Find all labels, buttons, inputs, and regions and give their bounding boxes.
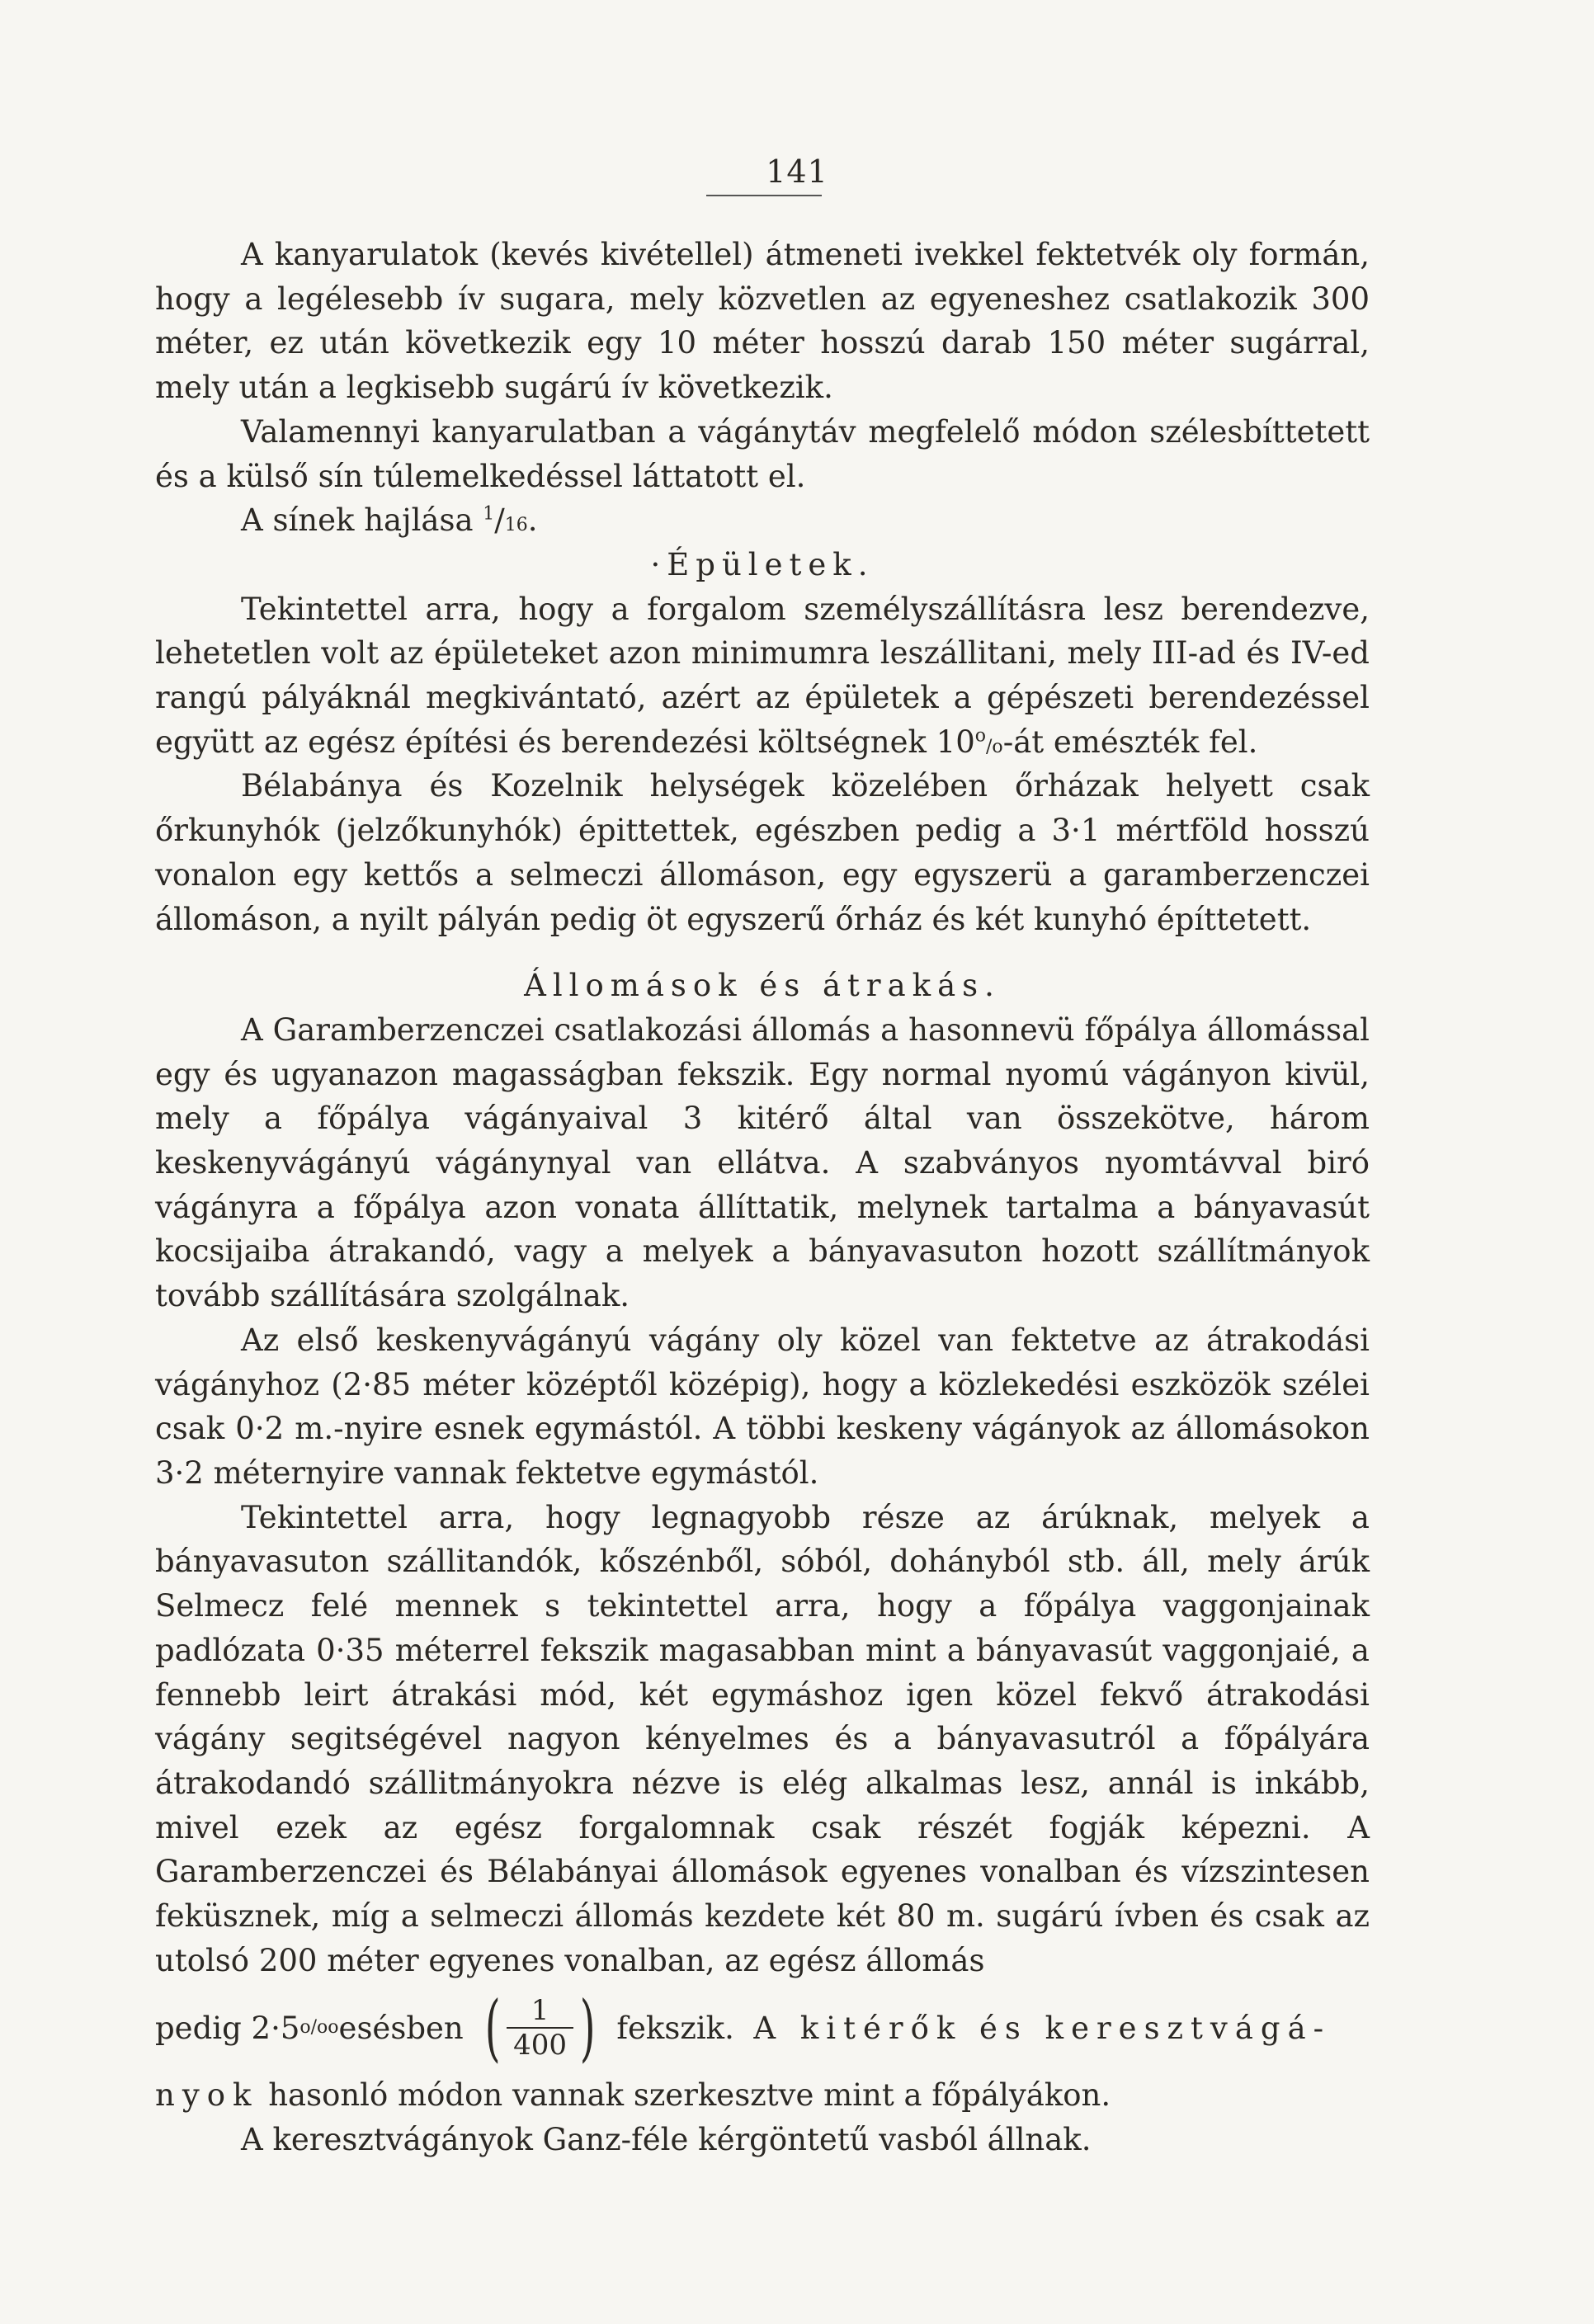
- paragraph-garamberzencze-station: A Garamberzenczei csatlakozási állomás a hasonnevü főpálya állomással egy és ugyanazon magasságban fekszik. Egy normal nyomú vágányon kivül, mely a főpálya vágányaival 3 kitérő által van összekötve, három keskenyvágányú vágánynyal van ellátva. A szabványos nyomtávval biró vágányra a főpálya azon vonata állíttatik, melynek tartalma a bányavasút kocsijaiba átrakandó, vagy a melyek a bányavasuton hozott szállítmányok tovább szállítására szolgálnak.: [155, 1011, 1370, 1314]
- fraction-numerator: 1: [531, 1994, 549, 2028]
- section-heading-buildings: ·Épületek.: [650, 546, 875, 582]
- gradient-text: pedig 2·5: [155, 2010, 300, 2046]
- buildings-cost-text: Tekintettel arra, hogy a forgalom személyszállításra lesz berendezve, lehetetlen volt az épületeket azon minimumra leszállitani, mely III-ad és IV-ed rangú pályáknál megkivántató, azért az épületek a gépészeti berendezéssel együtt az egész építési és berendezési költségnek 10: [155, 591, 1370, 760]
- body-text: [155, 233, 1370, 2162]
- buildings-cost-end: -át emészték fel.: [1002, 724, 1258, 760]
- page-number: 141: [766, 153, 828, 190]
- paragraph-curves: A kanyarulatok (kevés kivétellel) átmeneti ivekkel fektetvék oly formán, hogy a legélesebb ív sugara, mely közvetlen az egyeneshez csatlakozik 300 méter, ez után következik egy 10 méter hosszú darab 150 méter sugárral, mely után a legkisebb sugárú ív következik.: [155, 237, 1370, 406]
- gradient-lies: fekszik.: [616, 2010, 734, 2046]
- heading-gap: [155, 941, 1370, 964]
- switches-rest: hasonló módon vannak szerkesztve mint a főpályákon.: [258, 2077, 1111, 2114]
- percent-sup: o: [974, 725, 987, 747]
- section-heading-stations: Állomások és átrakás.: [524, 968, 1001, 1004]
- paragraph-rail-inclination: A sínek hajlása $^1$/16.: [241, 502, 538, 539]
- paragraph-gradient: pedig 2·5 o /oo esésben ( $\frac{1}{400}$ ) fekszik. A kitérők és keresztvágá-: [155, 1985, 1332, 2071]
- paragraph-switches: [155, 2073, 1370, 2118]
- switches-spaced-text: A kitérők és keresztvágá-: [753, 2010, 1332, 2046]
- paragraph-guard-huts: Bélabánya és Kozelnik helységek közelében őrházak helyett csak őrkunyhók (jelzőkunyhók) épittettek, egészben pedig a 3·1 mértföld hosszú vonalon egy kettős a selmeczi állomáson, egy egyszerü a garamberzenczei állomáson, a nyilt pályán pedig öt egyszerű őrház és két kunyhó építtetett.: [155, 768, 1370, 937]
- fraction-box: [507, 1994, 573, 2062]
- paragraph-buildings-cost: [155, 587, 1370, 765]
- paragraph-crossings: A keresztvágányok Ganz-féle kérgöntetű vasból állnak.: [241, 2122, 1092, 2158]
- paragraph-gauge-widening: Valamennyi kanyarulatban a vágánytáv megfelelő módon szélesbíttetett és a külső sín túlemelkedéssel láttatott el.: [155, 413, 1370, 494]
- percent-sub: /o: [986, 736, 1003, 757]
- page-number-rule: [706, 195, 822, 196]
- left-parenthesis: (: [484, 1985, 501, 2071]
- rail-inclination-text: A sínek hajlása: [241, 502, 483, 539]
- gradient-fraction: [479, 1985, 602, 2071]
- paragraph-goods-transfer: Tekintettel arra, hogy legnagyobb része az árúknak, melyek a bányavasuton szállitandók, kőszénből, sóból, dohányból stb. áll, mely árúk Selmecz felé mennek s tekintettel arra, hogy a főpálya vaggonjainak padlózata 0·35 méterrel fekszik magasabban mint a bányavasút vaggonjaié, a fennebb leirt átrakási mód, két egymáshoz igen közel fekvő átrakodási vágány segitségével nagyon kényelmes és a bányavasutról a főpályára átrakodandó szállitmányokra nézve is elég alkalmas lesz, annál is inkább, mivel ezek az egész forgalomnak csak részét fogják képezni. A Garamberzenczei és Bélabányai állomások egyenes vonalban és vízszintesen feküsznek, míg a selmeczi állomás kezdete két 80 m. sugárú ívben és csak az utolsó 200 méter egyenes vonalban, az egész állomás: [155, 1499, 1370, 1978]
- inclination-denominator: 16: [504, 515, 528, 536]
- fraction-denominator: 400: [507, 2027, 573, 2062]
- gradient-mid: esésben: [338, 2010, 464, 2046]
- right-parenthesis: ): [579, 1985, 596, 2071]
- inclination-numerator: 1: [483, 503, 495, 525]
- inclination-period: .: [527, 502, 538, 539]
- paragraph-narrow-track: Az első keskenyvágányú vágány oly közel van fektetve az átrakodási vágányhoz (2·85 méter középtől középig), hogy a közlekedési eszközök szélei csak 0·2 m.-nyire esnek egymástól. A többi keskeny vágányok az állomásokon 3·2 méternyire vannak fektetve egymástól.: [155, 1322, 1370, 1491]
- switches-spaced-cont: nyok: [155, 2077, 259, 2114]
